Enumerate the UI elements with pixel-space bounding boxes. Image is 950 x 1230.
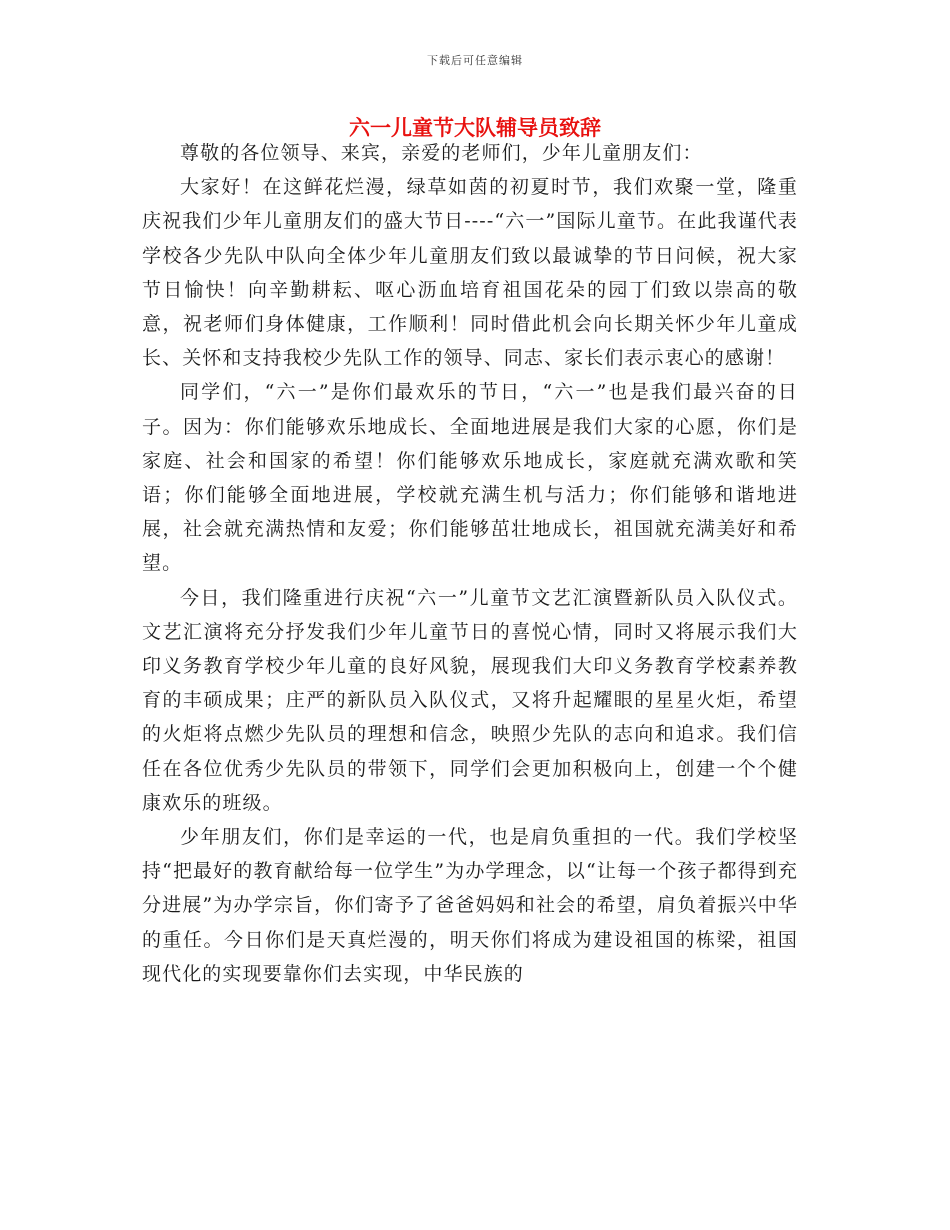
document-body bbox=[142, 136, 798, 991]
salutation-paragraph: 尊敬的各位领导、来宾，亲爱的老师们，少年儿童朋友们： bbox=[180, 142, 703, 164]
body-paragraph: 同学们，“六一”是你们最欢乐的节日，“六一”也是我们最兴奋的日子。因为：你们能够欢乐地成长、全面地进展是我们大家的心愿，你们是家庭、社会和国家的希望！你们能够欢乐地成长，家庭就充满欢歌和笑语；你们能够全面地进展，学校就充满生机与活力；你们能够和谐地进展，社会就充满热情和友爱；你们能够茁壮地成长，祖国就充满美好和希望。 bbox=[142, 381, 798, 575]
body-paragraph: 今日，我们隆重进行庆祝“六一”儿童节文艺汇演暨新队员入队仪式。文艺汇演将充分抒发我们少年儿童节日的喜悦心情，同时又将展示我们大印义务教育学校少年儿童的良好风貌，展现我们大印义务教育学校素养教育的丰硕成果；庄严的新队员入队仪式，又将升起耀眼的星星火炬，希望的火炬将点燃少先队员的理想和信念，映照少先队的志向和追求。我们信任在各位优秀少先队员的带领下，同学们会更加积极向上，创建一个个健康欢乐的班级。 bbox=[142, 586, 798, 814]
header-note: 下载后可任意编辑 bbox=[427, 54, 523, 67]
document-title: 六一儿童节大队辅导员致辞 bbox=[349, 116, 601, 140]
body-paragraph: 少年朋友们，你们是幸运的一代，也是肩负重担的一代。我们学校坚持“把最好的教育献给每一位学生”为办学理念，以“让每一个孩子都得到充分进展”为办学宗旨，你们寄予了爸爸妈妈和社会的希望，肩负着振兴中华的重任。今日你们是天真烂漫的，明天你们将成为建设祖国的栋梁，祖国现代化的实现要靠你们去实现，中华民族的 bbox=[142, 826, 798, 985]
body-paragraph: 大家好！在这鲜花烂漫，绿草如茵的初夏时节，我们欢聚一堂，隆重庆祝我们少年儿童朋友们的盛大节日----“六一”国际儿童节。在此我谨代表学校各少先队中队向全体少年儿童朋友们致以最诚挚的节日问候，祝大家节日愉快！向辛勤耕耘、呕心沥血培育祖国花朵的园丁们致以崇高的敬意，祝老师们身体健康，工作顺利！同时借此机会向长期关怀少年儿童成长、关怀和支持我校少先队工作的领导、同志、家长们表示衷心的感谢！ bbox=[142, 176, 798, 370]
